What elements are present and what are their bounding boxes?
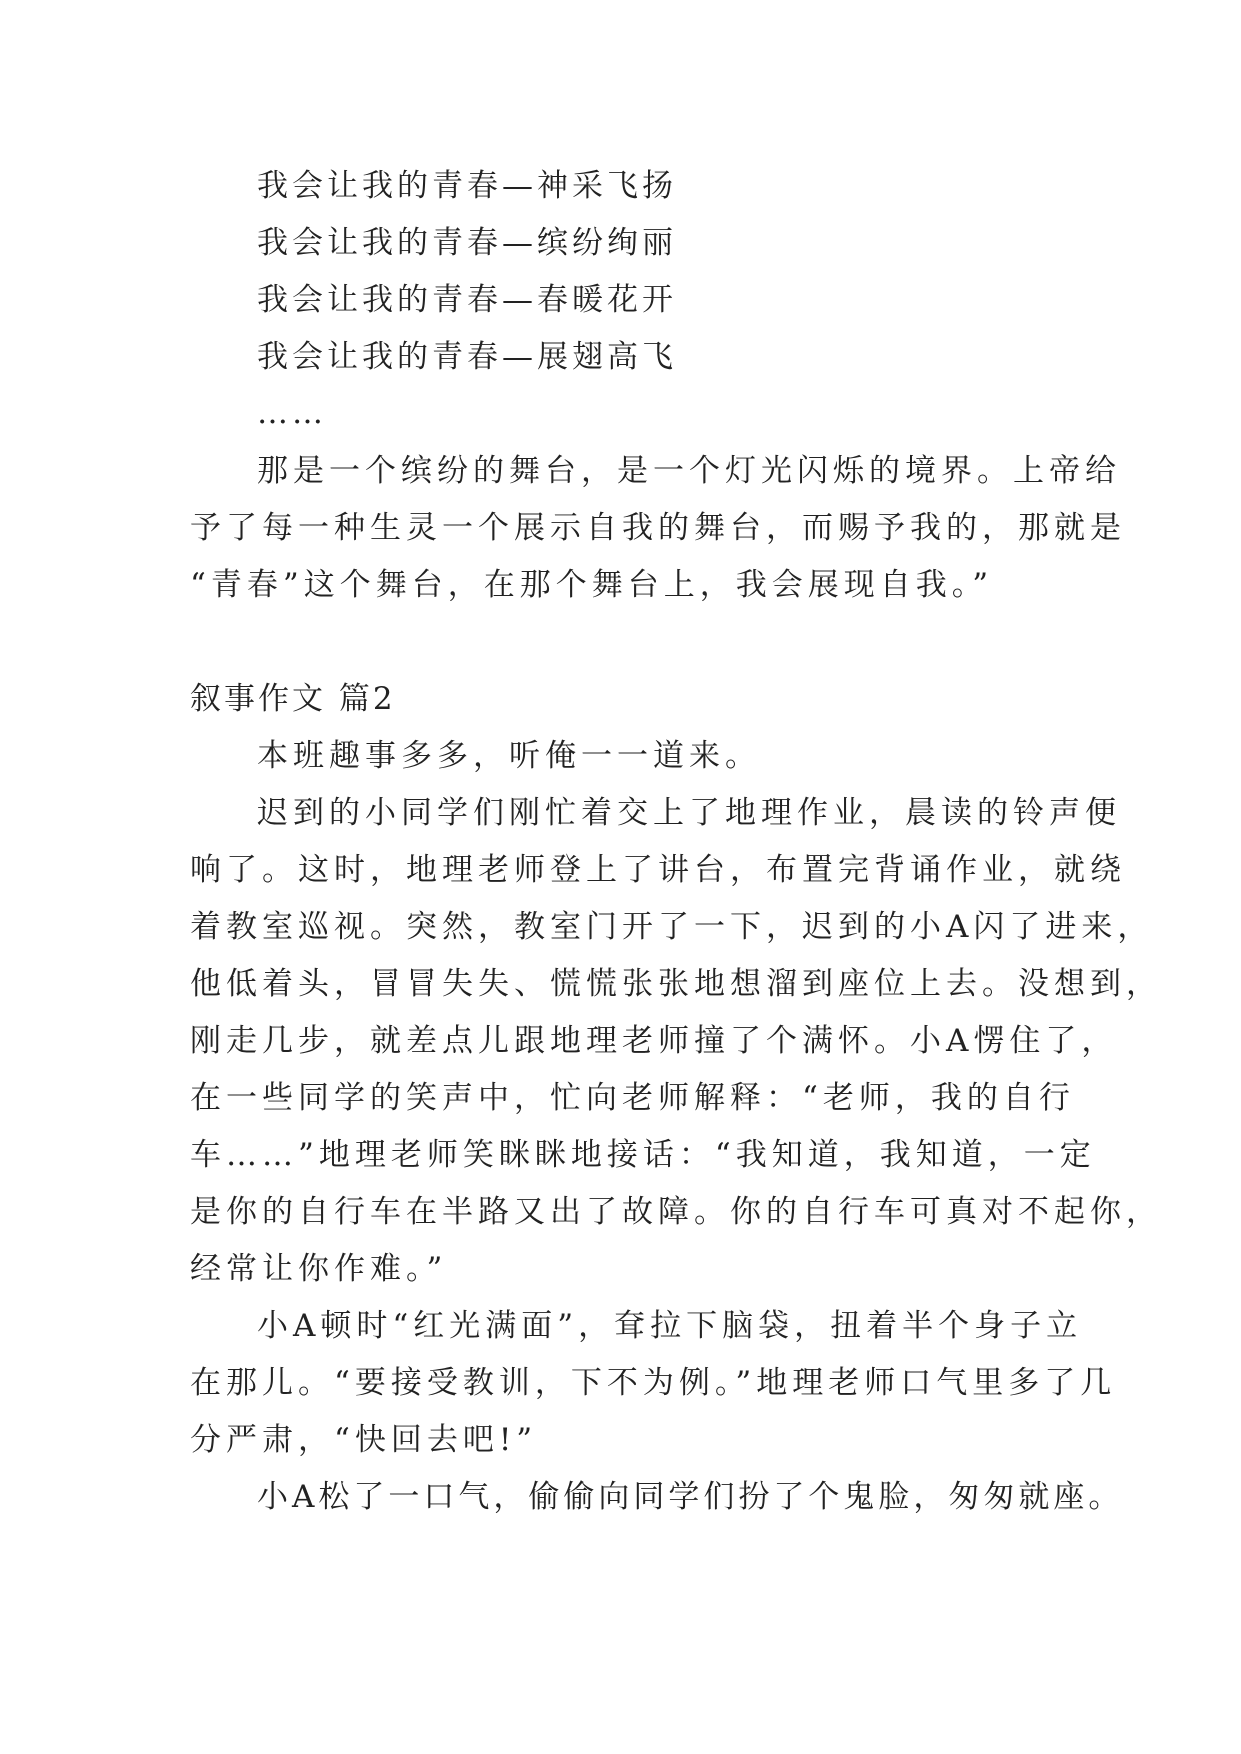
poem-line: 我会让我的青春—展翅高飞 [257,339,677,375]
paragraph-line: 经常让你作难。” [190,1251,448,1287]
paragraph-line: “青春”这个舞台，在那个舞台上，我会展现自我。” [190,567,994,603]
paragraph-line: 在一些同学的笑声中，忙向老师解释：“老师，我的自行 [190,1080,1075,1116]
paragraph-line: 那是一个缤纷的舞台，是一个灯光闪烁的境界。上帝给 [257,453,1121,489]
poem-line: 我会让我的青春—神采飞扬 [257,168,677,204]
paragraph-line: 是你的自行车在半路又出了故障。你的自行车可真对不起你， [190,1194,1162,1230]
paragraph-line: 小A顿时“红光满面”，耷拉下脑袋，扭着半个身子立 [257,1308,1083,1344]
paragraph-line: 响了。这时，地理老师登上了讲台，布置完背诵作业，就绕 [190,852,1126,888]
poem-ellipsis: …… [257,395,327,431]
paragraph-line: 本班趣事多多，听俺一一道来。 [257,738,761,774]
paragraph-line: 分严肃，“快回去吧!” [190,1422,538,1458]
paragraph-line: 他低着头，冒冒失失、慌慌张张地想溜到座位上去。没想到， [190,966,1162,1002]
paragraph-line: 刚走几步，就差点儿跟地理老师撞了个满怀。小A愣住了， [190,1023,1118,1059]
paragraph-line: 予了每一种生灵一个展示自我的舞台，而赐予我的，那就是 [190,510,1126,546]
poem-line: 我会让我的青春—缤纷绚丽 [257,225,677,261]
section-title: 叙事作文 篇2 [190,681,396,717]
paragraph-line: 着教室巡视。突然，教室门开了一下，迟到的小A闪了进来， [190,909,1154,945]
paragraph-line: 车……”地理老师笑眯眯地接话：“我知道，我知道，一定 [190,1137,1096,1173]
poem-line: 我会让我的青春—春暖花开 [257,282,677,318]
paragraph-line: 迟到的小同学们刚忙着交上了地理作业，晨读的铃声便 [257,795,1121,831]
paragraph-line: 小A松了一口气，偷偷向同学们扮了个鬼脸，匆匆就座。 [257,1479,1124,1515]
paragraph-line: 在那儿。“要接受教训，下不为例。”地理老师口气里多了几 [190,1365,1117,1401]
